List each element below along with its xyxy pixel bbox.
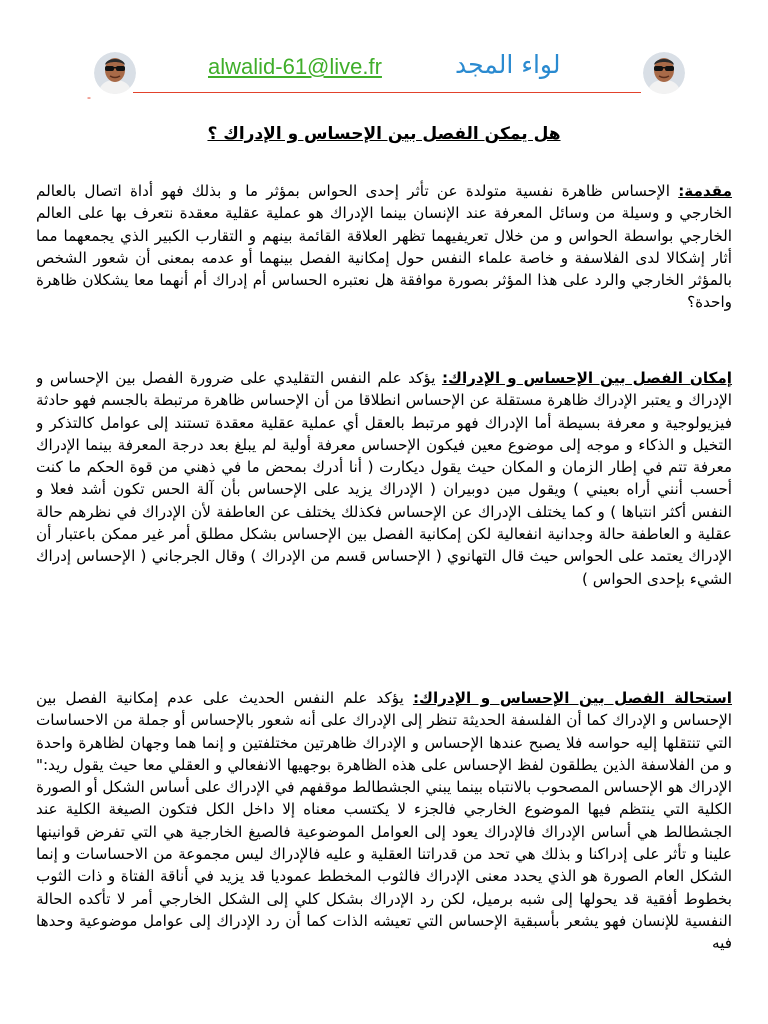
section-separation-possible <box>36 367 732 659</box>
section-heading: مقدمة: <box>678 182 732 200</box>
section-body: يؤكد علم النفس التقليدي على ضرورة الفصل بين الإحساس و الإدراك و يعتبر الإدراك ظاهرة مستقلة عن الإحساس انطلاقا من أن الإحساس ظاهرة مرتبطة بالجسم فهو حادثة فيزيولوجية و معرفة بسيطة أما الإدراك فهو مرتبط بالعقل أي عملية عقلية معقدة تستند إلى عوامل كالتذكر و التخيل و الذكاء و موجه إلى موضوع معين فيكون الإحساس معرفة أولية لم يبلغ بعد درجة المعرفة بينما الإدراك معرفة تتم في إطار الزمان و المكان حيث يقول ديكارت ( أنا أدرك بمحض ما في ذهني من قوة الحكم ما كنت أحسب أنني أراه بعيني ) ويقول مين دوبيران ( الإدراك يزيد على الإحساس بأن آلة الحس تكون أشد فعلا و النفس أكثر انتباها ) و كما يختلف الإدراك عن الإحساس فكذلك يختلف عن العاطفة لأن الإدراك في نظرهم حالة عقلية و العاطفة حالة وجدانية انفعالية لكن إمكانية الفصل بين الإحساس بشكل مطلق أمر غير ممكن باعتبار أن الإدراك يعتمد على الحواس حيث قال التهانوي ( الإحساس قسم من الإدراك ) وقال الجرجاني ( الإحساس إدراك الشيء بإحدى الحواس ) <box>36 369 732 588</box>
header-divider <box>133 92 641 93</box>
section-heading: إمكان الفصل بين الإحساس و الإدراك: <box>441 369 732 387</box>
person-with-sunglasses-avatar-icon <box>643 52 685 94</box>
section-introduction <box>36 180 732 336</box>
section-body: يؤكد علم النفس الحديث على عدم إمكانية الفصل بين الإحساس و الإدراك كما أن الفلسفة الحديثة تنظر إلى الإدراك على أنه شعور بالإحساس أو جملة من الاحساسات التي تنتقلها إليه حواسه فلا يصبح عندها الإحساس و الإدراك ظاهرتين مختلفتين و إنما هما وجهان لظاهرة واحدة و من الفلاسفة الذين يطلقون لفظ الإحساس على هذه الظاهرة بوجهيها الانفعالي و العقلي معا حيث يقول ريد:" الإدراك هو الإحساس المصحوب بالانتباه بينما يبني الجشطالط موقفهم في الإدراك على أساس الشكل أو الصورة الكلية التي ينتظم فيها الموضوع الخارجي فالجزء لا يكتسب معناه إلا داخل الكل فتكون الصيغة الكلية عند الجشطالط هي أساس الإدراك فالإدراك يعود إلى العوامل الموضوعية فالصيغ الخارجية هي التي تفرض قوانينها علينا و تأثر على إدراكنا و بذلك هي تحد من قدراتنا العقلية و عليه فالإدراك ليس مجموعة من الاحساسات و إنما الشكل العام الصورة هو الذي يحدد معنى الإدراك فالثوب المخطط عموديا قد يزيد في أناقة الفتاة و ذات الثوب بخطوط أفقية قد يحولها إلى شبه برميل، لكن رد الإدراك بشكل كلي إلى الشكل الخارجي أمر لا تأكده الحالة النفسية للإنسان فهو يشعر بأسبقية الإحساس التي تعيشه الذات كما أن رد الإدراك إلى عوامل موضوعية وحدها فيه <box>36 689 732 953</box>
section-separation-impossible <box>36 687 732 1024</box>
header-bullet: - <box>87 90 91 104</box>
section-body: الإحساس ظاهرة نفسية متولدة عن تأثر إحدى الحواس بمؤثر ما و بذلك فهو أداة اتصال بالعالم الخارجي و وسيلة من وسائل المعرفة عند الإنسان بينما الإدراك هو عملية عقلية معقدة نتعرف بها على العالم الخارجي بواسطة الحواس و من خلال تعريفيهما تظهر العلاقة القائمة بينهم و التقارب الكبير الذي يجمعهما مما أثار إشكالا لدى الفلاسفة و خاصة علماء النفس حول إمكانية الفصل بينهما أو عدمه بمعنى أن شعور الشخص بالمؤثر الخارجي والرد على هذا المؤثر بصورة موافقة هل نعتبره الحساس أم إدراك أم أنهما معا يشكلان ظاهرة واحدة؟ <box>36 182 732 312</box>
document-title: هل يمكن الفصل بين الإحساس و الإدراك ؟ <box>207 124 561 144</box>
site-brand: لواء المجد <box>455 50 561 79</box>
document-header <box>0 44 768 104</box>
author-email: alwalid-61@live.fr <box>208 54 382 79</box>
section-heading: استحالة الفصل بين الإحساس و الإدراك: <box>412 689 732 707</box>
avatar-left <box>94 52 136 94</box>
avatar-right <box>643 52 685 94</box>
person-with-sunglasses-avatar-icon <box>94 52 136 94</box>
